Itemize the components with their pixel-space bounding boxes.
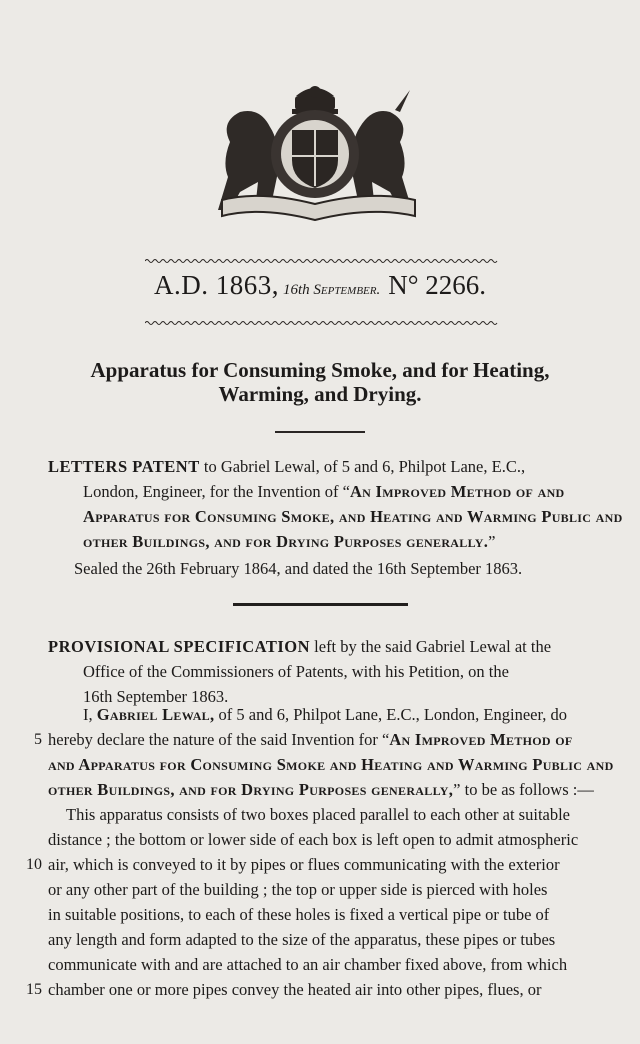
small-caps-segment: other Buildings, and for Drying Purposes generally, bbox=[48, 780, 454, 799]
body-line bbox=[48, 777, 593, 802]
body-text-segment: any length and form adapted to the size of the apparatus, these pipes or tubes bbox=[48, 930, 556, 949]
provisional-specification-paragraph bbox=[48, 634, 593, 709]
divider-long bbox=[233, 603, 408, 606]
specification-body bbox=[26, 702, 614, 1002]
invention-title-2: Apparatus for Consuming Smoke, and Heating and Warming Public and bbox=[83, 507, 623, 526]
body-line bbox=[48, 927, 593, 952]
body-line bbox=[48, 827, 593, 852]
sealed-statement: Sealed the 26th February 1864, and dated the 16th September 1863. bbox=[74, 559, 523, 578]
body-text-segment: This apparatus consists of two boxes placed parallel to each other at suitable bbox=[66, 805, 571, 824]
body-text-segment: or any other part of the building ; the top or upper side is pierced with holes bbox=[48, 880, 548, 899]
body-text-segment: ” to be as follows :— bbox=[453, 780, 594, 799]
body-line bbox=[48, 802, 593, 827]
body-text-segment: hereby declare the nature of the said Invention for “ bbox=[48, 730, 390, 749]
provisional-specification-lead: PROVISIONAL SPECIFICATION bbox=[48, 637, 311, 656]
body-line bbox=[48, 702, 593, 727]
body-text-segment: I, bbox=[83, 705, 97, 724]
small-caps-segment: Gabriel Lewal, bbox=[96, 705, 215, 724]
provisional-line-3: 16th September 1863. bbox=[83, 687, 229, 706]
small-caps-segment: and Apparatus for Consuming Smoke and Heating and Warming Public and bbox=[48, 755, 614, 774]
patent-title bbox=[40, 358, 600, 406]
small-caps-segment: An Improved Method of bbox=[389, 730, 573, 749]
body-text-segment: in suitable positions, to each of these holes is fixed a vertical pipe or tube of bbox=[48, 905, 550, 924]
patent-year: A.D. 1863, bbox=[153, 270, 279, 300]
line-number: 10 bbox=[26, 856, 42, 873]
body-line bbox=[26, 977, 593, 1002]
provisional-line-1: left by the said Gabriel Lewal at the bbox=[310, 637, 552, 656]
body-line bbox=[26, 852, 593, 877]
body-text-segment: chamber one or more pipes convey the heated air into other pipes, flues, or bbox=[48, 980, 542, 999]
royal-coat-of-arms-icon bbox=[200, 82, 430, 222]
body-line bbox=[48, 877, 593, 902]
wavy-rule-top bbox=[145, 258, 500, 264]
body-line bbox=[34, 727, 593, 752]
invention-title-1: An Improved Method of and bbox=[349, 482, 565, 501]
letters-patent-paragraph: LETTERS PATENT to Gabriel Lewal, of 5 and 6, Philpot Lane, E.C., London, Engineer, for the Invention of “An Improved Method of and Apparatus for Consuming Smoke, and Heating and Warming Public and other Buildings, and for Drying Purposes generally.” bbox=[48, 457, 623, 551]
title-line-2: Warming, and Drying. bbox=[218, 382, 422, 406]
body-text-segment: of 5 and 6, Philpot Lane, E.C., London, Engineer, do bbox=[214, 705, 568, 724]
letters-patent-line-1: to Gabriel Lewal, of 5 and 6, Philpot Lane, E.C., bbox=[199, 457, 526, 476]
title-line-1: Apparatus for Consuming Smoke, and for Heating, bbox=[90, 358, 550, 382]
divider-short bbox=[275, 431, 365, 433]
line-number: 5 bbox=[34, 731, 42, 748]
body-text-segment: distance ; the bottom or lower side of each box is left open to admit atmospheric bbox=[48, 830, 579, 849]
body-text-segment: communicate with and are attached to an air chamber fixed above, from which bbox=[48, 955, 568, 974]
invention-title-3: other Buildings, and for Drying Purposes generally. bbox=[83, 532, 489, 551]
patent-date: 16th September. bbox=[282, 282, 381, 298]
wavy-rule-bottom bbox=[145, 320, 500, 326]
patent-number: N° 2266. bbox=[388, 270, 487, 300]
line-number: 15 bbox=[26, 981, 42, 998]
body-line bbox=[48, 752, 614, 777]
body-line bbox=[48, 902, 593, 927]
patent-header bbox=[0, 270, 640, 301]
letters-patent-line-2: London, Engineer, for the Invention of “ bbox=[83, 482, 350, 501]
letters-patent-lead: LETTERS PATENT bbox=[48, 457, 200, 476]
body-text-segment: air, which is conveyed to it by pipes or flues communicating with the exterior bbox=[48, 855, 560, 874]
provisional-line-2: Office of the Commissioners of Patents, with his Petition, on the bbox=[83, 662, 509, 681]
body-line bbox=[48, 952, 593, 977]
